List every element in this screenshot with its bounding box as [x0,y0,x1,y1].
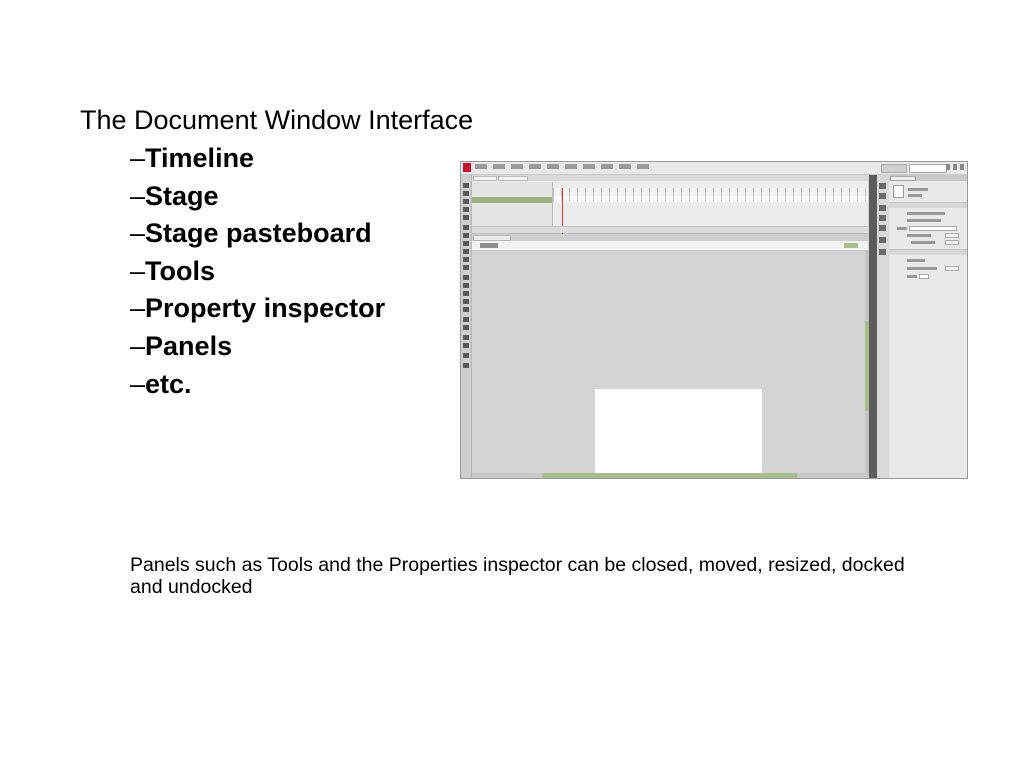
caption-text: Panels such as Tools and the Properties inspector can be closed, moved, resized, docked and undocked [130,554,905,598]
bullet-item [130,328,385,366]
bullet-dash: – [130,368,146,399]
bullet-label-tools: Tools [145,255,216,286]
3d-rotation-tool-icon [463,207,469,212]
line-tool-icon [463,241,469,246]
selection-tool-icon [463,183,469,188]
library-panel-icon [879,249,886,255]
air-settings-text [911,241,935,244]
menu-item [493,164,505,169]
brush-tool-icon [463,265,469,270]
bullet-label-timeline: Timeline [145,143,255,173]
zoom-control [844,243,858,248]
profile-text [907,234,931,237]
bone-tool-icon [463,283,469,288]
class-field [909,226,957,231]
bullet-item [130,215,385,253]
flash-document-window-screenshot [460,161,968,479]
color-panel-icon [879,183,886,189]
menu-item [637,164,649,169]
stage-pasteboard [472,251,865,473]
menu-item [565,164,577,169]
close-icon [960,164,964,170]
search-field [909,164,947,173]
hand-tool-icon [463,317,469,322]
document-type-text [908,188,928,191]
property-inspector [889,175,968,479]
bullet-item [130,140,385,178]
property-inspector-tabs [889,175,968,181]
edit-air-settings-button [945,240,959,245]
edit-size-button [945,266,959,271]
workspace-switcher [881,164,907,173]
bullet-dash: – [130,218,146,249]
menu-item [529,164,541,169]
bullet-dash: – [130,293,146,324]
tools-panel [461,175,472,479]
paint-bucket-tool-icon [463,291,469,296]
swatches-panel-icon [879,193,886,199]
bullet-label-panels: Panels [145,330,233,361]
bullet-label-stage: Stage [145,180,219,211]
document-tabs [472,234,868,241]
bullet-label-property-inspector: Property inspector [145,293,386,324]
tab-timeline [473,176,497,181]
stage [595,389,762,479]
publish-section-header [889,202,968,208]
menu-item [547,164,559,169]
bullet-item [130,290,385,328]
menu-item [583,164,595,169]
info-panel-icon [879,215,886,221]
components-panel-icon [879,237,886,243]
timeline-tabs [472,175,868,181]
minimize-icon [946,164,950,170]
rectangle-tool-icon [463,249,469,254]
stage-color-swatch [919,274,929,279]
transform-panel-icon [879,225,886,231]
align-panel-icon [879,205,886,211]
bullet-dash: – [130,143,146,173]
eraser-tool-icon [463,307,469,312]
scene-label [480,243,498,248]
swap-colors-icon [463,353,469,358]
properties-section-header [889,249,968,255]
timeline-status-bar [472,226,868,233]
text-tool-icon [463,233,469,238]
horizontal-scrollbar [472,473,869,478]
menu-item [601,164,613,169]
size-text [907,267,937,270]
horizontal-scroll-thumb [542,473,797,478]
subselection-tool-icon [463,191,469,196]
menu-items [475,164,649,169]
document-name-text [908,194,922,197]
fps-text [907,259,925,262]
script-text [907,219,941,222]
eyedropper-tool-icon [463,299,469,304]
lasso-tool-icon [463,215,469,220]
timeline-layers [472,182,553,226]
slide-heading: The Document Window Interface [80,105,474,135]
tab-properties [890,176,916,181]
fl-document-icon [893,185,904,198]
pencil-tool-icon [463,257,469,262]
menu-item [475,164,487,169]
timeline-ruler [553,188,868,196]
bullet-item [130,366,385,404]
edit-profile-button [945,233,959,238]
stage-color-label [907,275,917,278]
menu-bar [461,162,967,175]
bullet-item [130,178,385,216]
bullet-item [130,253,385,291]
tab-motion-editor [498,176,528,181]
menu-item [619,164,631,169]
timeline-panel [472,175,868,234]
zoom-tool-icon [463,325,469,330]
pen-tool-icon [463,225,469,230]
stroke-color-icon [463,335,469,340]
bullet-dash: – [130,330,146,361]
window-controls [946,164,964,170]
bullet-dash: – [130,255,146,286]
bullet-label-stage-pasteboard: Stage pasteboard [145,218,372,249]
timeline-frames [553,196,868,202]
menu-item [511,164,523,169]
fill-color-icon [463,343,469,348]
deco-tool-icon [463,275,469,280]
layer-row [472,197,552,203]
transform-tool-icon [463,199,469,204]
bullet-list [130,140,385,403]
bullet-label-etc: etc. [145,368,192,399]
maximize-icon [953,164,957,170]
panel-dock-divider [869,175,877,479]
flash-logo-icon [463,163,471,172]
edit-bar [472,241,868,251]
player-text [907,212,945,215]
snap-icon [463,363,469,368]
class-label [897,227,907,230]
bullet-dash: – [130,180,146,211]
